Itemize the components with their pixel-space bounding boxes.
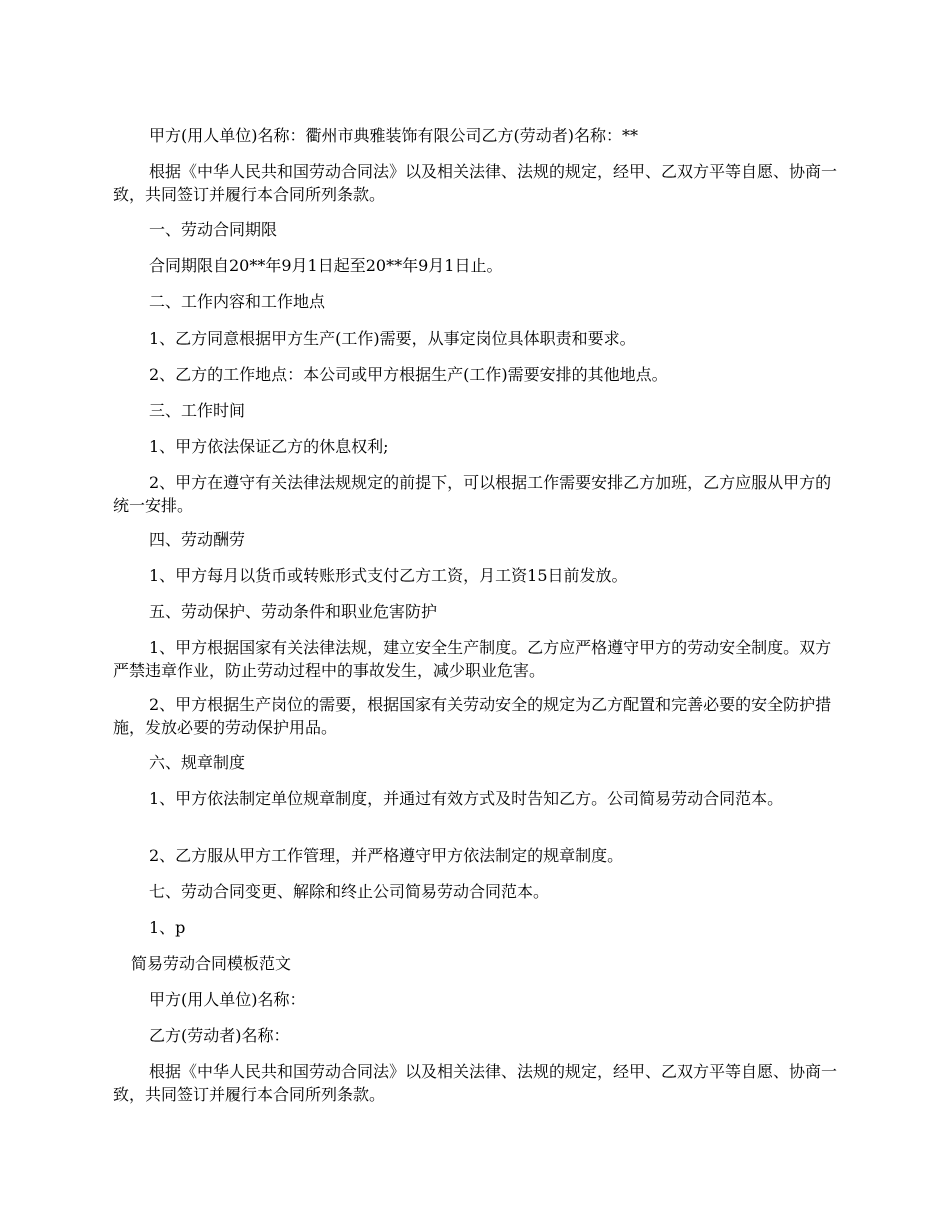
rules-item-1: 1、甲方依法制定单位规章制度，并通过有效方式及时告知乙方。公司简易劳动合同范本。 xyxy=(149,789,784,808)
contract-change-item-1: 1、p xyxy=(149,918,186,937)
working-hours-item-2: 2、甲方在遵守有关法律法规规定的前提下，可以根据工作需要安排乙方加班，乙方应服从甲方的统一安排。 xyxy=(113,473,832,515)
remuneration-item-1: 1、甲方每月以货币或转账形式支付乙方工资，月工资15日前发放。 xyxy=(149,566,628,585)
template-party-b: 乙方(劳动者)名称： xyxy=(149,1026,290,1045)
template-preamble-paragraph: 根据《中华人民共和国劳动合同法》以及相关法律、法规的规定，经甲、乙双方平等自愿、协商一致，共同签订并履行本合同所列条款。 xyxy=(113,1062,838,1104)
labor-protection-item-2: 2、甲方根据生产岗位的需要，根据国家有关劳动安全的规定为乙方配置和完善必要的安全防护措施，发放必要的劳动保护用品。 xyxy=(113,695,832,737)
section-heading-rules: 六、规章制度 xyxy=(149,753,246,772)
working-hours-item-1: 1、甲方依法保证乙方的休息权利; xyxy=(149,437,389,456)
rules-item-2: 2、乙方服从甲方工作管理，并严格遵守甲方依法制定的规章制度。 xyxy=(149,846,624,865)
contract-term-paragraph: 合同期限自20**年9月1日起至20**年9月1日止。 xyxy=(149,256,503,275)
template-party-a: 甲方(用人单位)名称： xyxy=(149,990,306,1009)
section-heading-contract-term: 一、劳动合同期限 xyxy=(149,220,278,239)
section-heading-work-content: 二、工作内容和工作地点 xyxy=(149,292,326,311)
work-content-item-2: 2、乙方的工作地点：本公司或甲方根据生产(工作)需要安排的其他地点。 xyxy=(149,365,668,384)
section-heading-contract-change: 七、劳动合同变更、解除和终止公司简易劳动合同范本。 xyxy=(149,882,550,901)
template-title: 简易劳动合同模板范文 xyxy=(131,954,292,973)
labor-protection-item-1: 1、甲方根据国家有关法律法规，建立安全生产制度。乙方应严格遵守甲方的劳动安全制度。双方严禁违章作业，防止劳动过程中的事故发生，减少职业危害。 xyxy=(113,638,832,680)
work-content-item-1: 1、乙方同意根据甲方生产(工作)需要，从事定岗位具体职责和要求。 xyxy=(149,329,636,348)
preamble-paragraph: 根据《中华人民共和国劳动合同法》以及相关法律、法规的规定，经甲、乙双方平等自愿、协商一致，共同签订并履行本合同所列条款。 xyxy=(113,162,838,204)
section-heading-working-hours: 三、工作时间 xyxy=(149,401,246,420)
section-heading-labor-protection: 五、劳动保护、劳动条件和职业危害防护 xyxy=(149,602,438,621)
section-heading-remuneration: 四、劳动酬劳 xyxy=(149,530,246,549)
party-a-b-names: 甲方(用人单位)名称：衢州市典雅装饰有限公司乙方(劳动者)名称：** xyxy=(149,126,638,145)
